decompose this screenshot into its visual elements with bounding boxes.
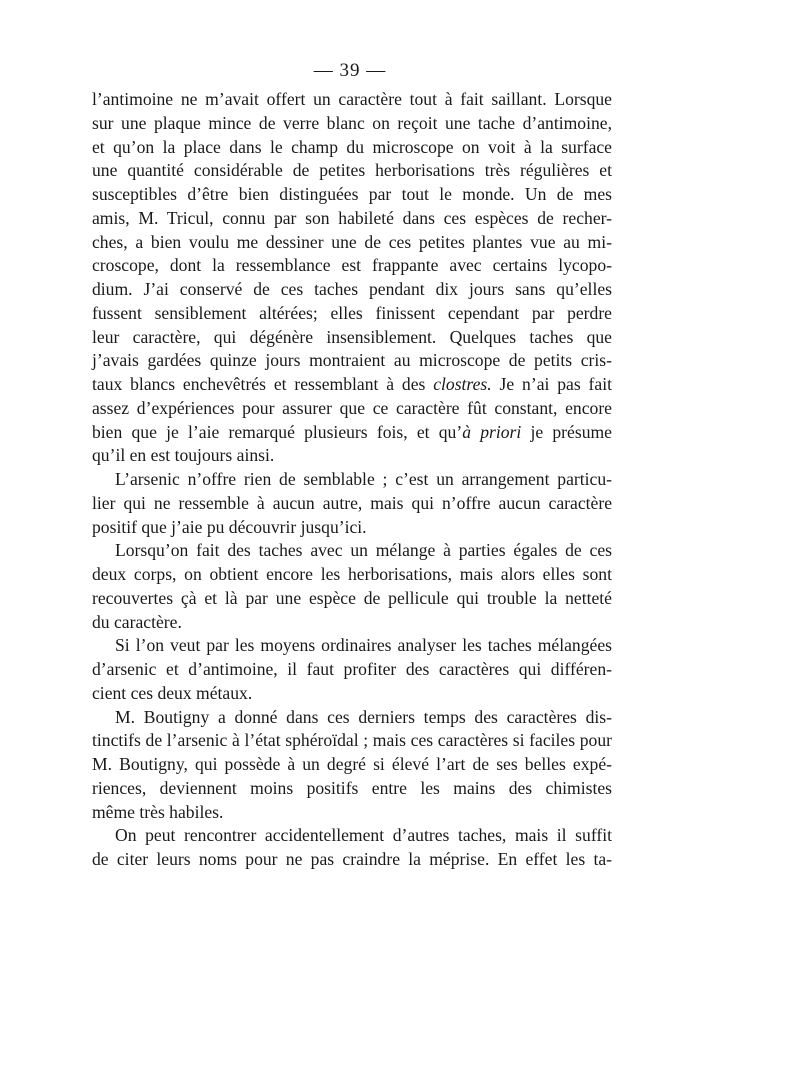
text-line	[92, 611, 612, 635]
text-line-continuation: Je n’ai pas fait	[491, 374, 612, 394]
text-line-content: deux corps, on obtient encore les herborisations, mais alors elles sont	[92, 564, 612, 584]
text-line	[92, 682, 612, 706]
italic-phrase: clostres.	[433, 374, 492, 394]
text-line	[92, 397, 612, 421]
text-line-content: et qu’on la place dans le champ du microscope on voit à la surface	[92, 136, 612, 157]
text-line	[92, 729, 612, 753]
text-line-content: Si l’on veut par les moyens ordinaires analyser les taches mélangées	[115, 635, 612, 656]
text-line	[92, 801, 612, 825]
text-line-content: tinctifs de l’arsenic à l’état sphéroïdal ; mais ces caractères si faciles pour	[92, 730, 612, 751]
text-line	[92, 349, 612, 373]
text-line	[92, 587, 612, 611]
text-line	[92, 207, 612, 231]
text-line-content: Lorsqu’on fait des taches avec un mélange à parties égales de ces	[115, 540, 612, 561]
text-line	[92, 848, 612, 872]
text-line	[92, 112, 612, 136]
text-line	[92, 373, 612, 397]
text-line	[92, 658, 612, 682]
text-line-content: M. Boutigny, qui possède à un degré si élevé l’art de ses belles expé-	[92, 754, 612, 774]
text-line-content: M. Boutigny a donné dans ces derniers temps des caractères dis-	[115, 706, 612, 727]
text-line	[92, 444, 612, 468]
text-line-content: assez d’expériences pour assurer que ce caractère fût constant, encore	[92, 397, 612, 418]
text-line-content: taux blancs enchevêtrés et ressemblant à des	[92, 374, 434, 394]
text-line	[92, 777, 612, 801]
text-line	[92, 326, 612, 350]
text-line	[92, 492, 612, 516]
text-line	[92, 516, 612, 540]
text-line	[92, 183, 612, 207]
text-line	[92, 302, 612, 326]
text-line	[92, 278, 612, 302]
page-number: — 39 —	[313, 60, 387, 81]
text-line	[92, 824, 612, 848]
text-line	[92, 254, 612, 278]
text-line-content: du caractère.	[92, 611, 182, 632]
text-line	[92, 231, 612, 255]
text-line-content: même très habiles.	[92, 801, 224, 822]
text-line-content: croscope, dont la ressemblance est frappante avec certains lycopo-	[92, 255, 612, 276]
text-line-content: recouvertes çà et là par une espèce de pellicule qui trouble la netteté	[92, 587, 612, 608]
text-line-content: amis, M. Tricul, connu par son habileté dans ces espèces de recher-	[92, 207, 612, 228]
text-line	[92, 753, 612, 777]
text-line	[92, 634, 612, 658]
text-line-content: cient ces deux métaux.	[92, 682, 253, 703]
text-line-content: une quantité considérable de petites herborisations très régulières et	[92, 160, 612, 181]
text-line-content: l’antimoine ne m’avait offert un caractère tout à fait saillant. Lorsque	[92, 89, 612, 109]
text-line-content: lier qui ne ressemble à aucun autre, mais qui n’offre aucun caractère	[92, 492, 612, 513]
text-line	[92, 563, 612, 587]
text-line	[92, 136, 612, 160]
text-line-content: susceptibles d’être bien distinguées par tout le monde. Un de mes	[92, 184, 612, 204]
text-line-content: dium. J’ai conservé de ces taches pendant dix jours sans qu’elles	[92, 279, 612, 299]
text-line-content: ches, a bien voulu me dessiner une de ces petites plantes vue au mi-	[92, 231, 612, 252]
text-line-content: L’arsenic n’offre rien de semblable ; c’est un arrangement particu-	[115, 469, 612, 489]
text-line	[92, 421, 612, 445]
text-line-content: riences, deviennent moins positifs entre les mains des chimistes	[92, 777, 612, 798]
text-line-content: de citer leurs noms pour ne pas craindre la méprise. En effet les ta-	[92, 849, 612, 869]
text-line-content: d’arsenic et d’antimoine, il faut profiter des caractères qui différen-	[92, 659, 612, 679]
text-line-content: bien que je l’aie remarqué plusieurs fois, et qu’	[92, 421, 463, 442]
text-line-content: positif que j’aie pu découvrir jusqu’ici.	[92, 516, 367, 537]
text-line-content: sur une plaque mince de verre blanc on reçoit une tache d’antimoine,	[92, 112, 612, 133]
text-line	[92, 706, 612, 730]
italic-phrase: à priori	[462, 421, 522, 442]
text-line-content: fussent sensiblement altérées; elles finissent cependant par perdre	[92, 302, 612, 323]
text-line	[92, 468, 612, 492]
text-line	[92, 539, 612, 563]
text-line-content: j’avais gardées quinze jours montraient au microscope de petits cris-	[92, 350, 612, 371]
text-line	[92, 88, 612, 112]
text-line-content: qu’il en est toujours ainsi.	[92, 445, 275, 466]
text-line-continuation: je présume	[521, 421, 612, 442]
text-line-content: On peut rencontrer accidentellement d’autres taches, mais il suffit	[115, 825, 612, 846]
text-line	[92, 159, 612, 183]
body-text	[92, 88, 612, 872]
text-line-content: leur caractère, qui dégénère insensiblement. Quelques taches que	[92, 326, 612, 347]
